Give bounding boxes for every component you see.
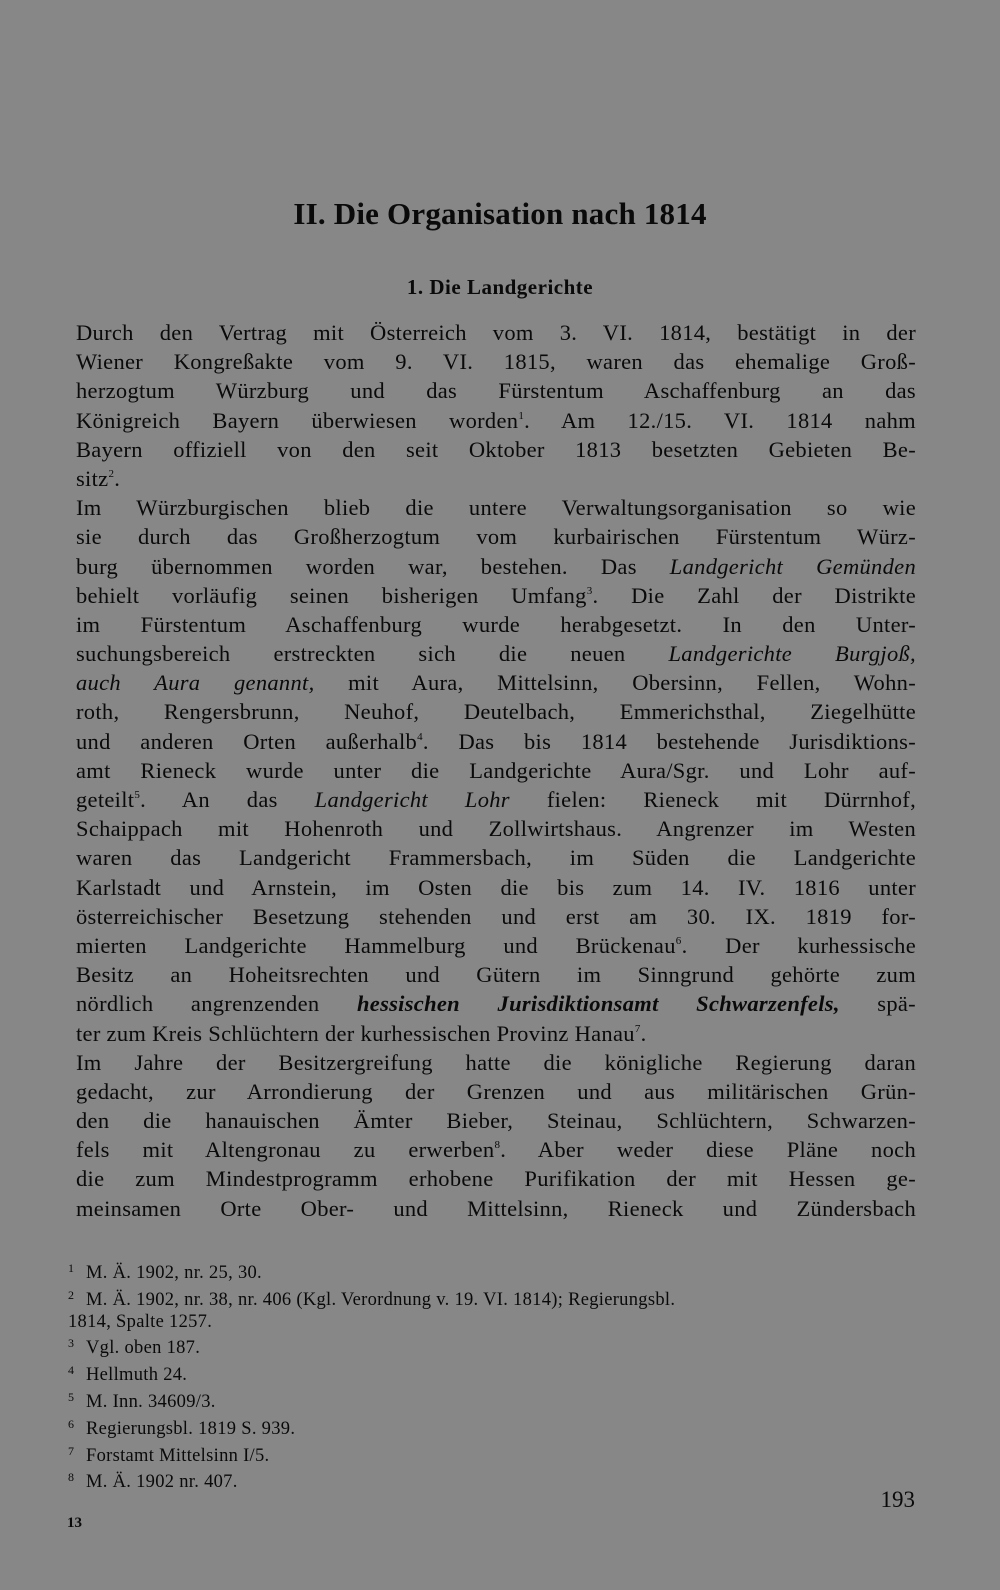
- footnote-ref: 8: [494, 1139, 501, 1152]
- footnotes: [68, 1258, 928, 1494]
- footnote: [68, 1360, 928, 1387]
- text-line: amt Rieneck wurde unter die Landgerichte Aura/Sgr. und Lohr auf-: [76, 757, 916, 783]
- italic-term: auch Aura genannt,: [76, 670, 315, 696]
- footnote: [68, 1312, 928, 1334]
- text-line: waren das Landgericht Frammersbach, im Süden die Landgerichte: [76, 845, 916, 871]
- text-line: sitz$^2$.: [76, 465, 121, 491]
- text-line: im Fürstentum Aschaffenburg wurde herabgesetzt. In den Unter-: [76, 611, 916, 637]
- footnote: [68, 1387, 928, 1414]
- footnote-text: Hellmuth 24.: [86, 1365, 188, 1386]
- footnote-text: M. Ä. 1902, nr. 25, 30.: [86, 1263, 262, 1283]
- footnote-text: M. Ä. 1902 nr. 407.: [86, 1472, 238, 1493]
- italic-term: Landgericht Lohr: [314, 787, 510, 812]
- text-line: geteilt$^5$. An das Landgericht Lohr fielen: Rieneck mit Dürrnhof,: [76, 787, 916, 812]
- footnote-ref: 7: [634, 1022, 641, 1035]
- text-line: Im Würzburgischen blieb die untere Verwaltungsorganisation so wie: [76, 495, 916, 521]
- section-heading: 1. Die Landgerichte: [406, 275, 594, 299]
- text-line: die zum Mindestprogramm erhobene Purifikation der mit Hessen ge-: [76, 1166, 916, 1192]
- footnote: [68, 1441, 928, 1468]
- text-line: roth, Rengersbrunn, Neuhof, Deutelbach, Emmerichsthal, Ziegelhütte: [76, 699, 916, 725]
- text-line: suchungsbereich erstreckten sich die neuen Landgerichte Burgjoß,: [76, 641, 916, 667]
- text-line: Karlstadt und Arnstein, im Osten die bis zum 14. IV. 1816 unter: [76, 874, 916, 900]
- text-line: österreichischer Besetzung stehenden und erst am 30. IX. 1819 for-: [76, 903, 916, 929]
- footnote: [68, 1333, 928, 1360]
- footnote: [68, 1467, 928, 1494]
- text-line: meinsamen Orte Ober- und Mittelsinn, Rieneck und Zündersbach: [76, 1195, 916, 1221]
- footnote-text: 1814, Spalte 1257.: [68, 1311, 213, 1332]
- footnote-ref: 3: [586, 584, 593, 597]
- text-line: Königreich Bayern überwiesen worden$^1$. Am 12./15. VI. 1814 nahm: [76, 407, 916, 433]
- footnote-text: M. Ä. 1902, nr. 38, nr. 406 (Kgl. Verordnung v. 19. VI. 1814); Regierungsbl.: [86, 1289, 676, 1310]
- footnote: [68, 1414, 928, 1441]
- page-number: 193: [880, 1487, 915, 1512]
- text-line: ter zum Kreis Schlüchtern der kurhessischen Provinz Hanau$^7$.: [76, 1020, 647, 1046]
- footnote-text: Regierungsbl. 1819 S. 939.: [86, 1418, 296, 1439]
- text-line: Besitz an Hoheitsrechten und Gütern im Sinngrund gehörte zum: [76, 962, 916, 988]
- footnote-ref: 6: [675, 934, 682, 947]
- footnote: [68, 1258, 928, 1285]
- footnote: [68, 1285, 928, 1312]
- text-line: behielt vorläufig seinen bisherigen Umfang$^3$. Die Zahl der Distrikte: [76, 582, 916, 608]
- text-line: gedacht, zur Arrondierung der Grenzen und aus militärischen Grün-: [76, 1078, 916, 1104]
- footnote-ref: 1: [518, 409, 525, 422]
- text-line: sie durch das Großherzogtum vom kurbairischen Fürstentum Würz-: [76, 524, 916, 550]
- signature-mark: 13: [67, 1515, 82, 1531]
- footnote-ref: 4: [417, 730, 423, 743]
- footnote-text: M. Inn. 34609/3.: [86, 1391, 216, 1412]
- footnote-number: 4: [68, 1363, 75, 1378]
- text-line: fels mit Altengronau zu erwerben$^8$. Aber weder diese Pläne noch: [76, 1137, 916, 1163]
- footnote-number: 2: [68, 1287, 75, 1302]
- footnote-number: 5: [68, 1389, 75, 1404]
- text-line: herzogtum Würzburg und das Fürstentum Aschaffenburg an das: [76, 378, 916, 404]
- text-line: auch Aura genannt, mit Aura, Mittelsinn, Obersinn, Fellen, Wohn-: [76, 670, 916, 696]
- footnote-number: 6: [68, 1416, 75, 1431]
- italic-term: Landgericht Gemünden: [669, 553, 916, 579]
- text-line: nördlich angrenzenden hessischen Jurisdiktionsamt Schwarzenfels, spä-: [76, 991, 916, 1017]
- italic-term: hessischen Jurisdiktionsamt Schwarzenfels,: [356, 991, 840, 1017]
- footnote-ref: 5: [134, 789, 141, 801]
- text-line: Bayern offiziell von den seit Oktober 1813 besetzten Gebieten Be-: [76, 436, 916, 462]
- footnote-number: 3: [68, 1336, 75, 1351]
- footnote-number: 7: [68, 1443, 75, 1458]
- text-line: Im Jahre der Besitzergreifung hatte die königliche Regierung daran: [76, 1049, 916, 1075]
- footnote-number: 1: [68, 1261, 75, 1275]
- text-line: und anderen Orten außerhalb$^4$. Das bis 1814 bestehende Jurisdiktions-: [76, 728, 916, 754]
- footnote-text: Vgl. oben 187.: [86, 1338, 201, 1359]
- footnote-ref: 2: [108, 467, 115, 480]
- text-line: Schaippach mit Hohenroth und Zollwirtshaus. Angrenzer im Westen: [76, 816, 916, 842]
- footnote-text: Forstamt Mittelsinn I/5.: [86, 1445, 270, 1466]
- text-line: mierten Landgerichte Hammelburg und Brückenau$^6$. Der kurhessische: [76, 932, 916, 958]
- text-line: Durch den Vertrag mit Österreich vom 3. VI. 1814, bestätigt in der: [76, 320, 916, 345]
- body-text: [76, 318, 916, 1223]
- italic-term: Landgerichte Burgjoß,: [668, 641, 916, 667]
- footnote-number: 8: [68, 1470, 75, 1485]
- text-line: burg übernommen worden war, bestehen. Das Landgericht Gemünden: [76, 553, 916, 579]
- text-line: den die hanauischen Ämter Bieber, Steinau, Schlüchtern, Schwarzen-: [76, 1108, 916, 1134]
- chapter-heading: II. Die Organisation nach 1814: [293, 196, 707, 231]
- text-line: Wiener Kongreßakte vom 9. VI. 1815, waren das ehemalige Groß-: [76, 349, 916, 375]
